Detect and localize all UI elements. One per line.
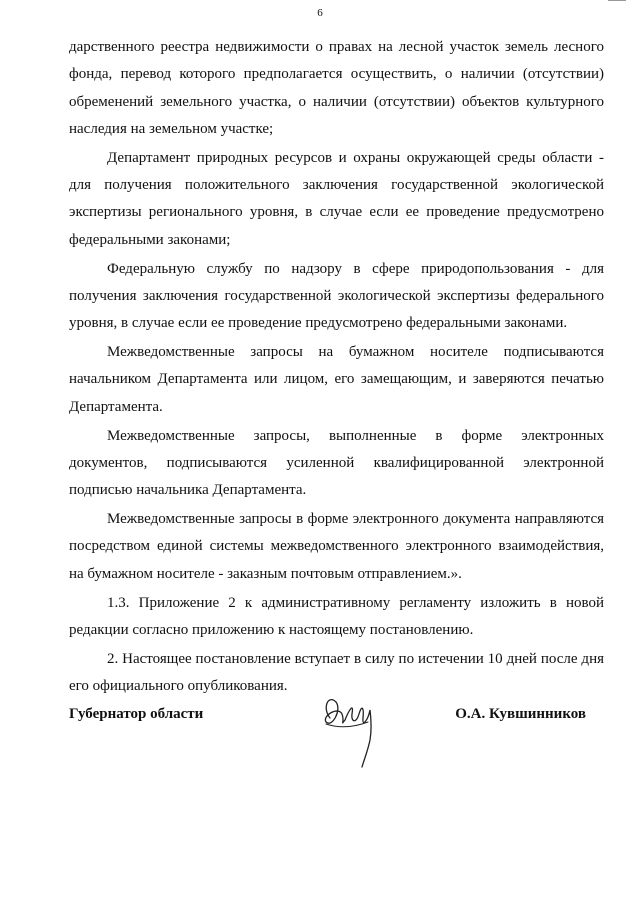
paragraph-item-2: 2. Настоящее постановление вступает в силу по истечении 10 дней после дня его официального опубликования. bbox=[69, 650, 604, 694]
corner-mark bbox=[608, 0, 626, 3]
handwritten-signature bbox=[318, 688, 388, 768]
paragraph-eco-department: Департамент природных ресурсов и охраны окружающей среды области - для получения положительного заключения государственной экологической экспертизы регионального уровня, в случае если ее проведение предусмотрено федеральными законами; bbox=[69, 149, 604, 248]
document-body bbox=[69, 34, 604, 702]
paragraph-item-1-3: 1.3. Приложение 2 к административному регламенту изложить в новой редакции согласно приложению к настоящему постановлению. bbox=[69, 594, 604, 638]
signatory-name: О.А. Кувшинников bbox=[455, 706, 586, 722]
paragraph-federal-service: Федеральную службу по надзору в сфере природопользования - для получения заключения государственной экологической экспертизы федерального уровня, в случае если ее проведение предусмотрено федеральными законами. bbox=[69, 260, 604, 332]
paragraph-continuation: дарственного реестра недвижимости о правах на лесной участок земель лесного фонда, перевод которого предполагается осуществить, о наличии (отсутствии) обременений земельного участка, о наличии (отсутствии) объектов культурного наследия на земельном участке; bbox=[69, 39, 604, 137]
signatory-title: Губернатор области bbox=[69, 706, 204, 722]
paragraph-electronic-requests: Межведомственные запросы, выполненные в форме электронных документов, подписываются усиленной квалифицированной электронной подписью начальника Департамента. bbox=[69, 427, 604, 499]
paragraph-request-delivery: Межведомственные запросы в форме электронного документа направляются посредством единой системы межведомственного электронного взаимодействия, на бумажном носителе - заказным почтовым отправлением.». bbox=[69, 511, 604, 582]
page-number: 6 bbox=[317, 7, 323, 19]
paragraph-paper-requests: Межведомственные запросы на бумажном носителе подписываются начальником Департамента или лицом, его замещающим, и заверяются печатью Департамента. bbox=[69, 344, 604, 415]
